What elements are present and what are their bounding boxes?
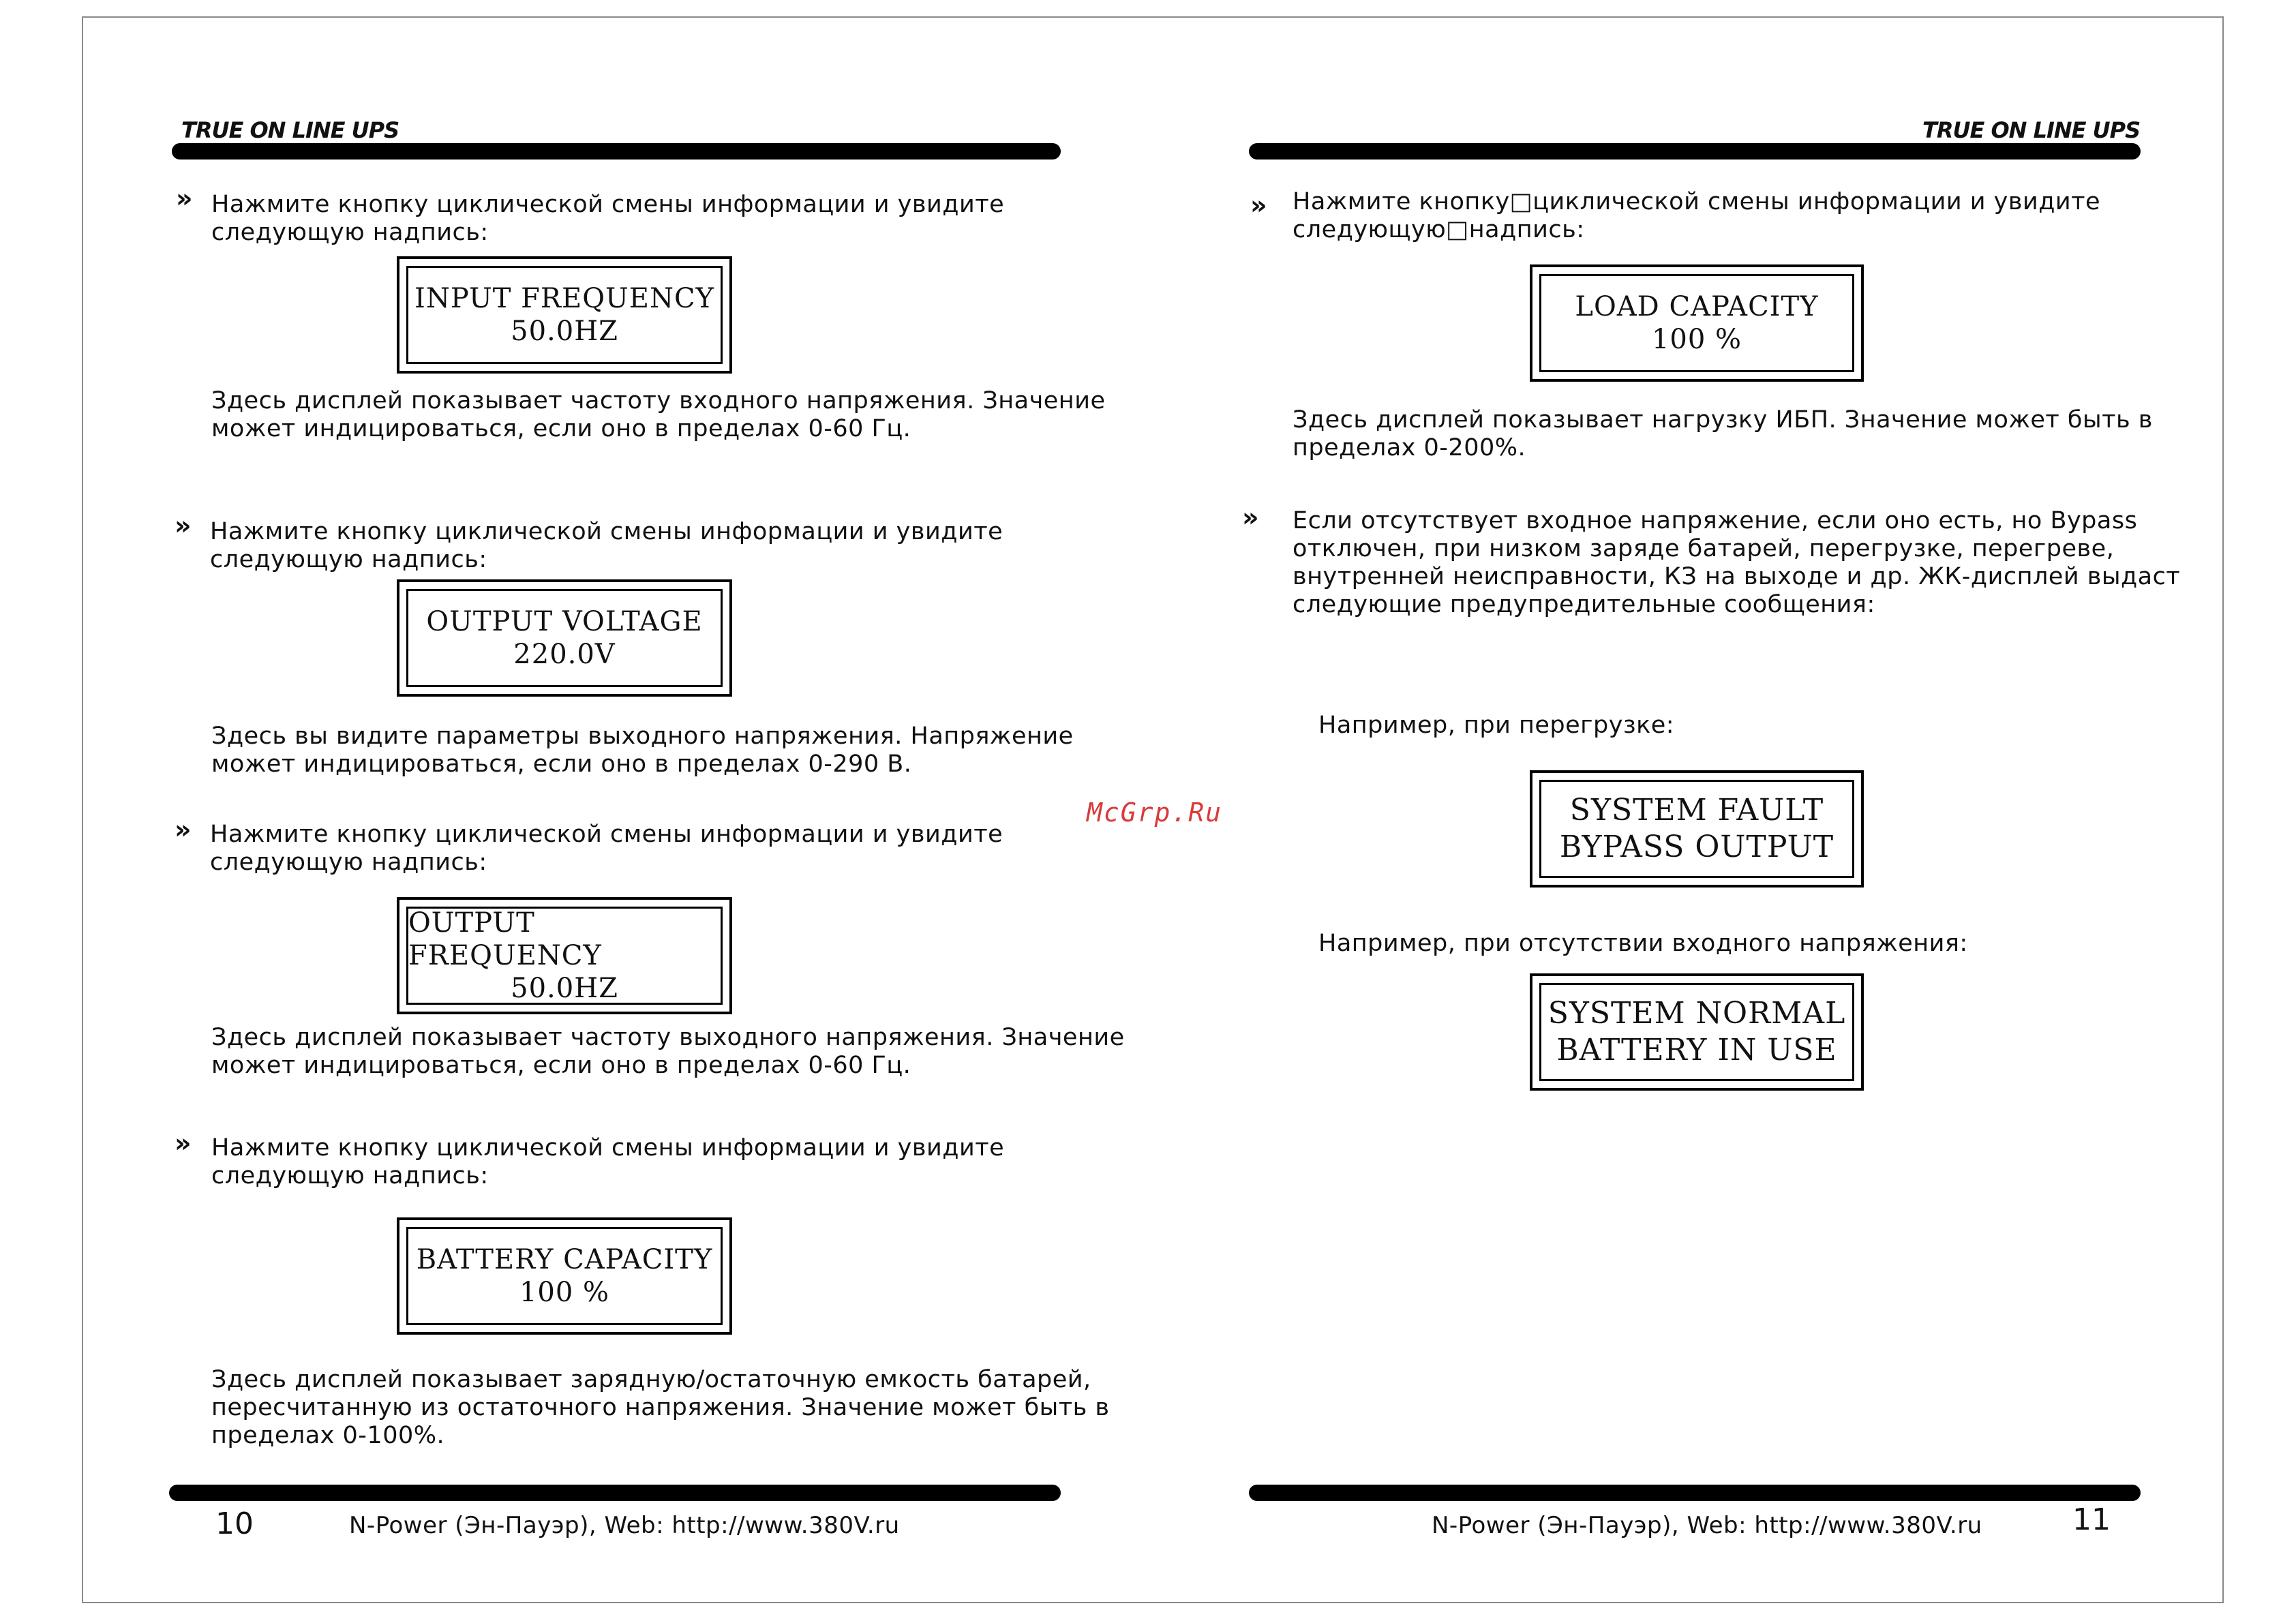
description-text: Здесь дисплей показывает нагрузку ИБП. Значение может быть в пределах 0-200%. (1293, 406, 2153, 461)
bullet-icon: » (1250, 190, 1263, 220)
lcd-line-1: INPUT FREQUENCY (414, 283, 714, 314)
right-header-title: TRUE ON LINE UPS (1922, 117, 2141, 143)
lcd-line-2: BYPASS OUTPUT (1559, 830, 1834, 864)
lcd-display (1530, 264, 1864, 382)
lcd-line-1: BATTERY CAPACITY (416, 1244, 713, 1275)
lcd-line-1: OUTPUT FREQUENCY (408, 907, 602, 971)
bullet-icon: » (1242, 502, 1255, 532)
footer-text: N-Power (Эн-Пауэр), Web: http://www.380V.ru (1432, 1512, 1982, 1539)
example-caption: Например, при отсутствии входного напряжения: (1318, 930, 1968, 957)
lcd-display (397, 579, 732, 697)
description-text: Здесь дисплей показывает частоту входного напряжения. Значение может индицироваться, если оно в пределах 0-60 Гц. (211, 387, 1106, 442)
example-caption: Например, при перегрузке: (1318, 712, 1675, 739)
right-bottom-rule (1249, 1485, 2141, 1501)
lcd-screen (406, 907, 723, 1005)
left-top-rule (172, 143, 1061, 160)
lcd-screen (1539, 274, 1854, 372)
lcd-line-2: BATTERY IN USE (1556, 1033, 1837, 1067)
footer-text: N-Power (Эн-Пауэр), Web: http://www.380V.ru (349, 1512, 900, 1539)
lcd-line-1: LOAD CAPACITY (1575, 291, 1819, 322)
watermark: McGrp.Ru (1087, 798, 1223, 828)
lcd-screen (406, 266, 723, 364)
left-header-title: TRUE ON LINE UPS (181, 117, 399, 143)
bullet-icon: » (175, 511, 187, 541)
lcd-display (397, 256, 732, 374)
lcd-line-2: 50.0HZ (511, 973, 618, 1004)
description-text: Здесь вы видите параметры выходного напряжения. Напряжение может индицироваться, если оно в пределах 0-290 В. (211, 723, 1074, 778)
instruction-text: Нажмите кнопку□циклической смены информации и увидите следующую□надпись: (1293, 188, 2101, 243)
instruction-text: Нажмите кнопку циклической смены информации и увидите следующую надпись: (211, 191, 1005, 246)
right-top-rule (1249, 143, 2141, 160)
lcd-display (397, 897, 732, 1014)
lcd-line-2: 100 % (519, 1277, 610, 1308)
lcd-line-1: OUTPUT VOLTAGE (426, 606, 703, 637)
left-bottom-rule (169, 1485, 1061, 1501)
page-number: 10 (215, 1506, 254, 1541)
description-text: Здесь дисплей показывает зарядную/остаточную емкость батарей, пересчитанную из остаточного напряжения. Значение может быть в пределах 0-100%. (211, 1366, 1110, 1449)
lcd-line-2: 100 % (1651, 324, 1742, 355)
instruction-text: Нажмите кнопку циклической смены информации и увидите следующую надпись: (210, 821, 1003, 876)
bullet-icon: » (175, 815, 187, 845)
lcd-display (1530, 973, 1864, 1091)
bullet-icon: » (176, 183, 189, 213)
instruction-text: Нажмите кнопку циклической смены информации и увидите следующую надпись: (210, 518, 1003, 573)
lcd-line-2: 220.0V (513, 639, 616, 670)
bullet-icon: » (175, 1128, 187, 1158)
lcd-line-2: 50.0HZ (511, 316, 618, 347)
lcd-display (1530, 770, 1864, 888)
description-text: Здесь дисплей показывает частоту выходного напряжения. Значение может индицироваться, если оно в пределах 0-60 Гц. (211, 1024, 1125, 1079)
lcd-display (397, 1217, 732, 1335)
lcd-screen (1539, 983, 1854, 1081)
lcd-line-1: SYSTEM NORMAL (1547, 996, 1846, 1031)
page-number: 11 (2072, 1502, 2111, 1537)
warning-text: Если отсутствует входное напряжение, если оно есть, но Bypass отключен, при низком заряде батарей, перегрузке, перегреве, внутренней неисправности, КЗ на выходе и др. ЖК-дисплей выдаст следующие предупредительные сообщения: (1293, 507, 2181, 618)
lcd-screen (406, 589, 723, 687)
instruction-text: Нажмите кнопку циклической смены информации и увидите следующую надпись: (211, 1134, 1005, 1189)
lcd-screen (406, 1227, 723, 1325)
lcd-line-1: SYSTEM FAULT (1569, 793, 1824, 828)
lcd-screen (1539, 780, 1854, 878)
